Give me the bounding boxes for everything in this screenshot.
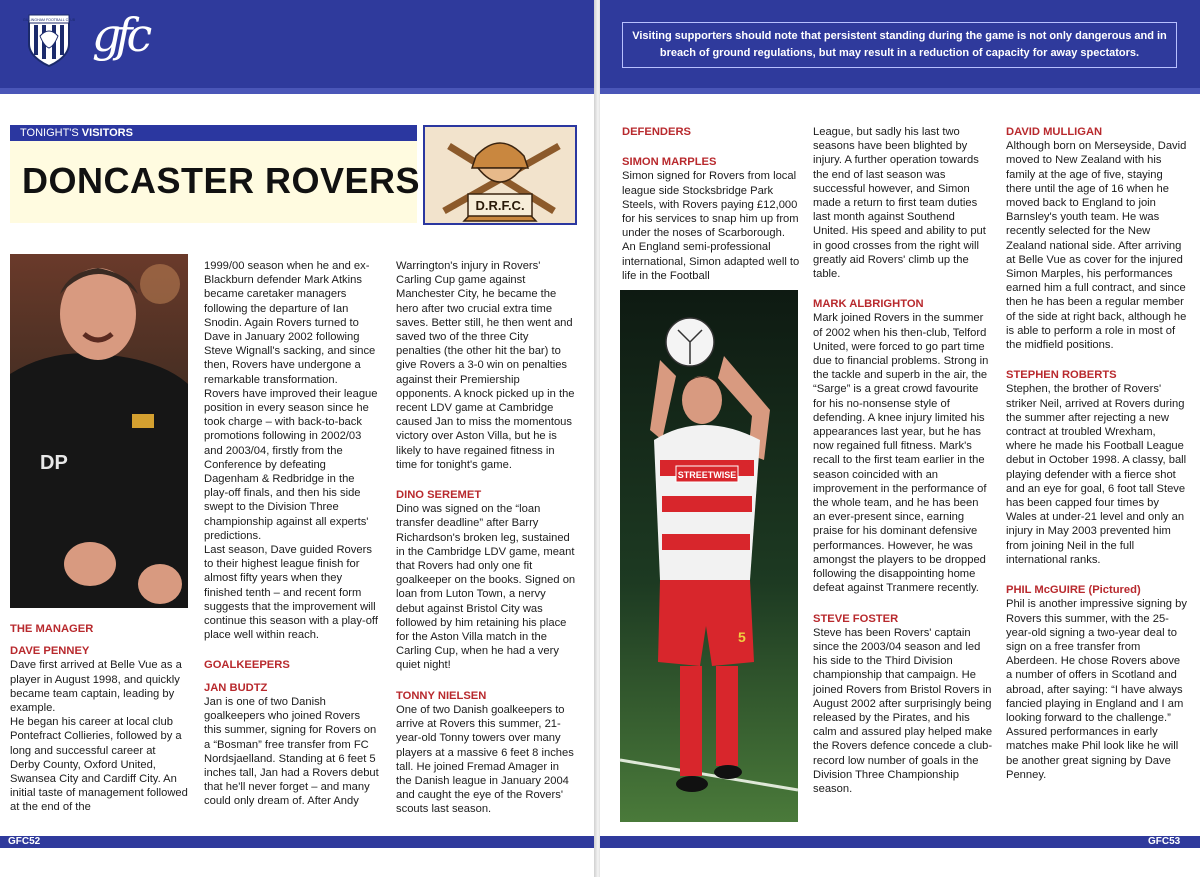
shirt-sponsor: STREETWISE [677,470,737,480]
budtz-text-continued: Warrington's injury in Rovers' Carling Cup game against Manchester City, he became the hero after two crucial extra time saves. Better still, he then went and saved two of the three City penalties (the other hit the bar) to give Rovers a 3-0 win on penalties against their Premiership opponents. A knock picked up in the recent LDV game at Cambridge caused Jan to miss the momentous victory over Aston Villa, but he is likely to have regained fitness in time for tonight's game. [396,260,575,471]
section-label-prefix: TONIGHT'S [20,127,79,139]
manager-name: DAVE PENNEY [10,645,90,658]
foster-name: STEVE FOSTER [813,612,899,625]
manager-column [10,622,188,815]
manager-paragraph-1: Dave first arrived at Belle Vue as a player in August 1998, and quickly became team captain, leading by example. [10,659,182,715]
mcguire-text: Phil is another impressive signing by Rovers this summer, with the 25-year-old signing a two-year deal to sign on a free transfer from Aberdeen. He chose Rovers above a number of offers in Scotland and abroad, after saying: “I have always fancied playing in England and I am looking forward to the challenge.” Assured performances in early matches make Phil look like he will be another great signing by Dave Penney. [1006,598,1187,781]
marples-text-continued: League, but sadly his last two seasons have been blighted by injury. A further operation towards the end of last season was successful however, and Simon made a return to first team duties last month against Southend United. His speed and ability to put in good crosses from the right will greatly aid Rovers' climb up the table. [813,126,986,281]
albrighton-name: MARK ALBRIGHTON [813,298,924,311]
seremet-name: DINO SEREMET [396,489,482,502]
banner-stripe [0,88,596,94]
budtz-name: JAN BUDTZ [204,681,268,694]
albrighton-text: Mark joined Rovers in the summer of 2002 when his then-club, Telford United, were forced to go part time due to financial problems. Strong in the tackle and superb in the air, the “Sarge” is a great crowd favourite for his no-nonsense style of defending. A knee injury limited his appearances last year, but he has now regained full fitness. Mark's recall to the first team earlier in the season coincided with an improvement in the performance of the whole team, and he has been an ever-present since, earning praise for his dominant defensive performances. However, he was amongst the players to be dropped following the disappointing home defeat against Tranmere recently. [813,312,989,595]
marples-text: Simon signed for Rovers from local league side Stocksbridge Park Steels, with Rovers paying £12,000 for his services to snap him up from under the noses of Scarborough. An England semi-professional international, Simon adapted well to life in the Football [622,170,800,282]
badge-text: D.R.F.C. [475,198,525,213]
goalkeepers-heading: GOALKEEPERS [204,659,290,672]
top-banner [0,0,596,94]
drfc-badge-icon [424,126,576,224]
banner-stripe [600,88,1200,94]
roberts-text: Stephen, the brother of Rovers' striker Neil, arrived at Rovers during the summer after rejecting a new contract at troubled Wrexham, where he made his Football League debut in October 1998. A classy, ball playing defender with a fierce shot and an eye for goal, 6 foot tall Steve has been capped four times by Wales at under-21 level and only an injury in May 2003 prevented him from joining Neil in the full international ranks. [1006,383,1187,566]
left-page [0,0,596,877]
supporter-notice: Visiting supporters should note that persistent standing during the game is not only dangerous and in breach of ground regulations, but may result in a reduction of capacity for away spectators. [622,22,1177,68]
nielsen-text: One of two Danish goalkeepers to arrive at Rovers this summer, 21-year-old Tonny towers over many players at a massive 6 feet 8 inches tall. He joined Fremad Amager in the Danish league in January 2004 and caught the eye of the Rovers' scouts last season. [396,703,574,816]
manager-paragraph-4: Rovers have improved their league position in every season since he took charge – with back-to-back promotions following in 2002/03 and 2003/04, firstly from the Conference by defeating Dagenham & Redbridge in the play-off finals, and then his side swept to the Division Three championship against all experts' predictions. [204,387,378,542]
manager-initials: DP [40,452,68,474]
foster-text: Steve has been Rovers' captain since the 2003/04 season and led his side to the Third Division championship that campaign. He joined Rovers from Bristol Rovers in August 2002 after surprisingly being released by the Pirates, and his calm and assured play helped make the Rovers defence concede a club-record low number of goals in the Division Three Championship season. [813,626,993,795]
gfc-logo: gfc [92,8,147,62]
defenders-column [622,125,800,283]
mulligan-text: Although born on Merseyside, David moved to New Zealand with his family at the age of five, staying there until the age of 16 when he moved back to England to join Barnsley's youth team. He was recently selected for the New Zealand national side. After arriving at Belle Vue as cover for the injured Simon Marples, his performances earned him a full contract, and since then he has been a regular member of the side at right back, although he is able to perform a role in most of the midfield positions. [1006,140,1187,352]
crest-text: GILLINGHAM FOOTBALL CLUB [22,18,76,22]
mulligan-name: DAVID MULLIGAN [1006,126,1103,138]
page-number: GFC52 [8,836,41,847]
manager-heading: THE MANAGER [10,623,94,635]
manager-photo [10,254,188,608]
footer-bar [0,836,596,848]
seremet-text: Dino was signed on the “loan transfer deadline” after Barry Richardson's broken leg, sustained in the Cambridge LDV game, meant that Rovers had only one fit goalkeeper on the books. Signed on loan from Luton Town, a nervy debut against Bristol City was followed by him retaining his place for the Aston Villa match in the Carling Cup, when he had a very quiet night! [396,503,576,672]
page-title: DONCASTER ROVERS [22,160,421,201]
page-number: GFC53 [1148,836,1181,847]
footer-bar [600,836,1200,848]
budtz-text: Jan is one of two Danish goalkeepers who joined Rovers this summer, signing for Rovers on a “Bosman” free transfer from FC Nordsjaelland. Standing at 6 feet 5 inches tall, Jan had a Rovers debut that he'll never forget – and many could only dream of. After Andy [204,695,379,808]
nielsen-name: TONNY NIELSEN [396,689,487,702]
right-page [600,0,1200,877]
shorts-number: 5 [738,629,746,645]
manager-paragraph-5: Last season, Dave guided Rovers to their highest league finish for almost fifty years when they finished tenth – and recent form suggests that the improvement will continue this season with a play-off place well within reach. [204,544,378,642]
section-label [10,125,417,141]
roberts-name: STEPHEN ROBERTS [1006,369,1117,382]
player-photo [620,290,798,822]
marples-name: SIMON MARPLES [622,156,717,169]
manager-paragraph-3: 1999/00 season when he and ex-Blackburn defender Mark Atkins became caretaker managers following the departure of Ian Snodin. Again Rovers turned to Dave in January 2002 following Steve Wignall's sacking, and since then, Rovers have undergone a remarkable transformation. [204,260,376,386]
manager-paragraph-2: He began his career at local club Pontefract Collieries, followed by a long and successful career at Derby County, Oxford United, Swansea City and Cardiff City. An initial taste of management followed at the end of the [10,716,188,814]
manager-continued-column [204,259,380,809]
albrighton-column [813,125,993,796]
defenders-heading: DEFENDERS [622,126,691,138]
mulligan-column [1006,125,1188,782]
club-crest-icon [22,12,76,68]
section-label-suffix: VISITORS [81,127,133,139]
mcguire-name: PHIL McGUIRE (Pictured) [1006,584,1141,597]
goalkeepers-column [396,259,576,817]
